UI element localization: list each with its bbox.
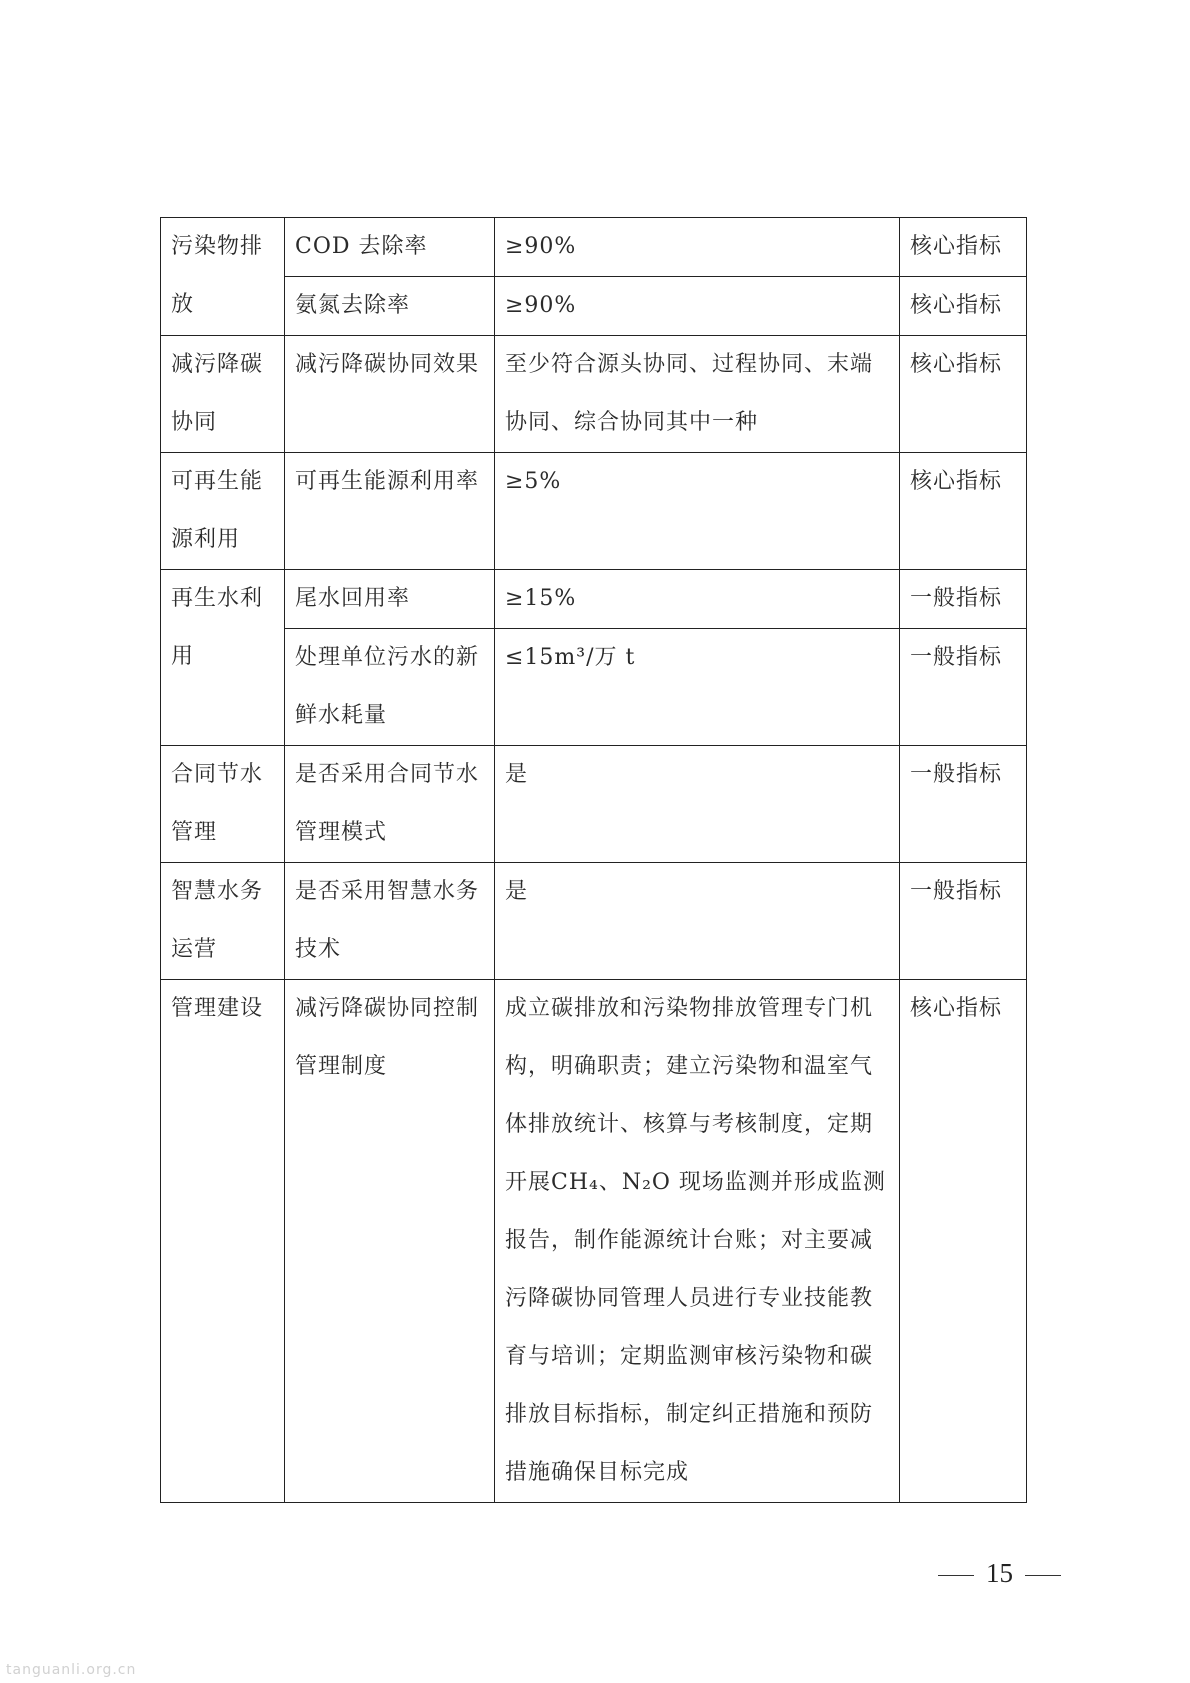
level-cell: 核心指标 [900, 218, 1027, 277]
page-number: 15 [986, 1558, 1013, 1588]
indicator-cell: 减污降碳协同控制管理制度 [285, 980, 495, 1503]
level-cell: 核心指标 [900, 336, 1027, 453]
requirement-cell: ≥90% [495, 277, 900, 336]
category-cell: 合同节水管理 [161, 746, 285, 863]
indicator-cell: 氨氮去除率 [285, 277, 495, 336]
category-cell: 管理建设 [161, 980, 285, 1503]
indicator-cell: 是否采用智慧水务技术 [285, 863, 495, 980]
table-row [161, 746, 1027, 863]
requirement-cell: 成立碳排放和污染物排放管理专门机构，明确职责；建立污染物和温室气体排放统计、核算与考核制度，定期开展CH₄、N₂O 现场监测并形成监测报告，制作能源统计台账；对主要减污降碳协同管理人员进行专业技能教育与培训；定期监测审核污染物和碳排放目标指标，制定纠正措施和预防措施确保目标完成 [495, 980, 900, 1503]
category-cell: 污染物排放 [161, 218, 285, 336]
indicator-cell: 尾水回用率 [285, 570, 495, 629]
table-row [161, 980, 1027, 1503]
page-footer [926, 1558, 1073, 1589]
table-row [161, 863, 1027, 980]
indicator-cell: COD 去除率 [285, 218, 495, 277]
table-row [161, 336, 1027, 453]
category-cell: 智慧水务运营 [161, 863, 285, 980]
requirement-cell: ≥5% [495, 453, 900, 570]
category-cell: 减污降碳协同 [161, 336, 285, 453]
requirement-cell: ≤15m³/万 t [495, 629, 900, 746]
indicator-cell: 可再生能源利用率 [285, 453, 495, 570]
watermark: tanguanli.org.cn [6, 1662, 137, 1678]
level-cell: 一般指标 [900, 629, 1027, 746]
table-row [161, 218, 1027, 277]
table-row [161, 277, 1027, 336]
category-cell: 可再生能源利用 [161, 453, 285, 570]
indicator-cell: 减污降碳协同效果 [285, 336, 495, 453]
indicator-table [160, 217, 1027, 1503]
table-row [161, 453, 1027, 570]
requirement-cell: 是 [495, 746, 900, 863]
level-cell: 核心指标 [900, 980, 1027, 1503]
requirement-cell: ≥15% [495, 570, 900, 629]
footer-dash-left [938, 1575, 974, 1576]
requirement-cell: 至少符合源头协同、过程协同、末端协同、综合协同其中一种 [495, 336, 900, 453]
level-cell: 核心指标 [900, 453, 1027, 570]
level-cell: 一般指标 [900, 863, 1027, 980]
indicator-cell: 是否采用合同节水管理模式 [285, 746, 495, 863]
table-row [161, 629, 1027, 746]
indicator-cell: 处理单位污水的新鲜水耗量 [285, 629, 495, 746]
level-cell: 一般指标 [900, 746, 1027, 863]
footer-dash-right [1025, 1575, 1061, 1576]
category-cell: 再生水利用 [161, 570, 285, 746]
level-cell: 一般指标 [900, 570, 1027, 629]
level-cell: 核心指标 [900, 277, 1027, 336]
table-row [161, 570, 1027, 629]
requirement-cell: ≥90% [495, 218, 900, 277]
requirement-cell: 是 [495, 863, 900, 980]
